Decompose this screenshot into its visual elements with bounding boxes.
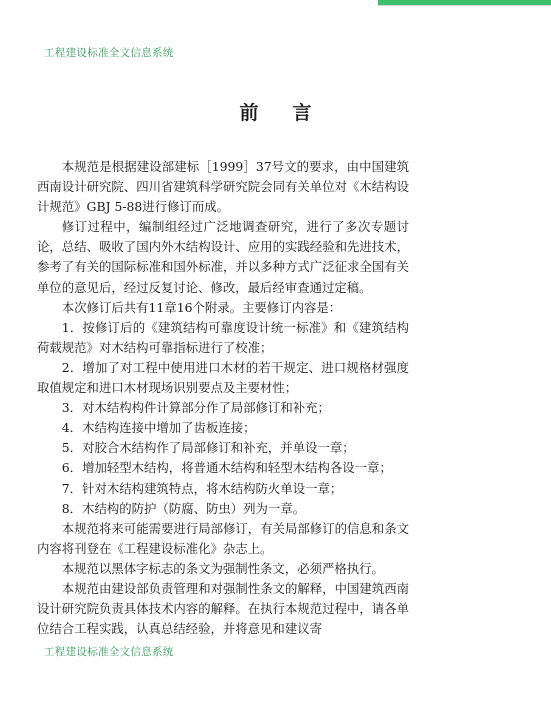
revision-item: 8．木结构的防护（防腐、防虫）列为一章。: [61, 500, 306, 516]
revision-item: 7．针对木结构建筑特点，将木结构防火单设一章；: [61, 480, 343, 496]
revision-item: 6．增加轻型木结构，将普通木结构和轻型木结构各设一章；: [61, 460, 392, 476]
top-divider: [378, 5, 551, 6]
page-title: 前言: [239, 102, 346, 124]
paragraph: 本次修订后共有11章16个附录。主要修订内容是：: [61, 299, 342, 315]
paragraph: 本规范将来可能需要进行局部修订，有关局部修订的信息和条文内容将刊登在《工程建设标准化》杂志上。: [37, 520, 409, 556]
header-watermark: 工程建设标准全文信息系统: [44, 47, 174, 59]
footer-watermark: 工程建设标准全文信息系统: [44, 646, 174, 658]
revision-item: 5．对胶合木结构作了局部修订和补充，并单设一章；: [61, 440, 355, 456]
paragraph: 本规范以黑体字标志的条文为强制性条文，必须严格执行。: [61, 560, 384, 576]
paragraph: 修订过程中，编制组经过广泛地调查研究，进行了多次专题讨论，总结、吸收了国内外木结构设计、应用的实践经验和先进技术，参考了有关的国际标准和国外标准，并以多种方式广泛征求全国有关单位的意见后，经过反复讨论、修改，最后经审查通过定稿。: [37, 219, 409, 295]
revision-item: 1．按修订后的《建筑结构可靠度设计统一标准》和《建筑结构荷载规范》对木结构可靠指标进行了校准；: [37, 319, 409, 355]
revision-item: 2．增加了对工程中使用进口木材的若干规定、进口规格材强度取值规定和进口木材现场识别要点及主要材性；: [37, 359, 409, 396]
preface-body: [37, 157, 409, 639]
paragraph: 本规范由建设部负责管理和对强制性条文的解释，中国建筑西南设计研究院负责具体技术内容的解释。在执行本规范过程中，请各单位结合工程实践，认真总结经验，并将意见和建议寄: [37, 580, 409, 637]
revision-item: 3．对木结构构件计算部分作了局部修订和补充；: [61, 400, 330, 416]
paragraph: 本规范是根据建设部建标［1999］37号文的要求，由中国建筑西南设计研究院、四川省建筑科学研究院会同有关单位对《木结构设计规范》GBJ 5-88进行修订而成。: [37, 159, 409, 215]
revision-item: 4．木结构连接中增加了齿板连接；: [61, 420, 256, 436]
